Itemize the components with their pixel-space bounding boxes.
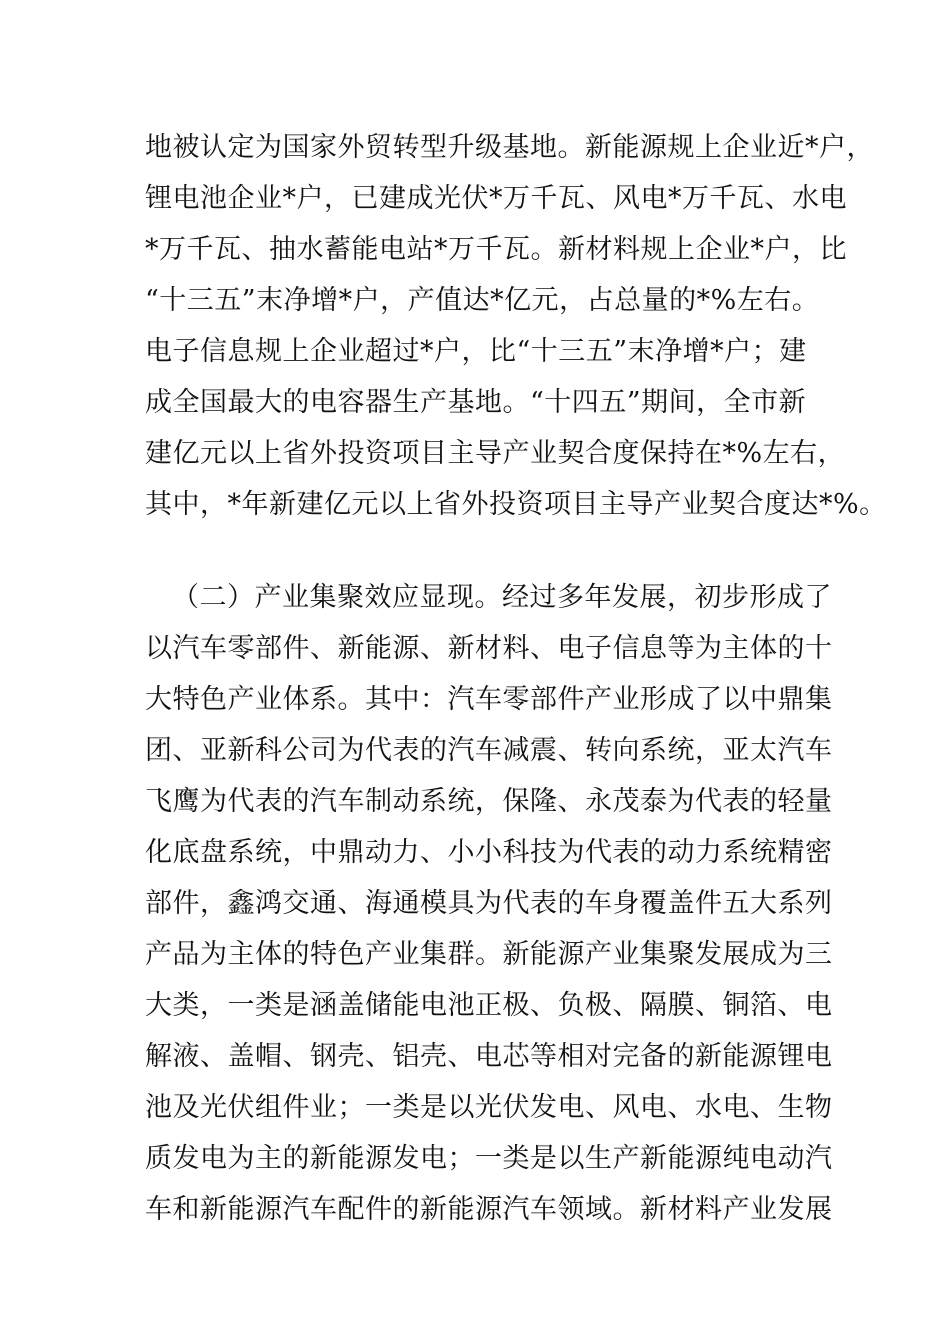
paragraph-1	[145, 122, 887, 530]
paragraph-line: 大特色产业体系。其中：汽车零部件产业形成了以中鼎集	[145, 684, 833, 715]
paragraph-line: 解液、盖帽、钢壳、铝壳、电芯等相对完备的新能源锂电	[145, 1041, 833, 1072]
paragraph-line: 池及光伏组件业；一类是以光伏发电、风电、水电、生物	[145, 1092, 833, 1123]
paragraph-line: 地被认定为国家外贸转型升级基地。新能源规上企业近*户，	[145, 132, 874, 163]
paragraph-line: 成全国最大的电容器生产基地。“十四五”期间，全市新	[145, 387, 807, 418]
paragraph-line: 其中，*年新建亿元以上省外投资项目主导产业契合度达*%。	[145, 489, 887, 520]
paragraph-2	[145, 572, 833, 1235]
paragraph-line: 车和新能源汽车配件的新能源汽车领域。新材料产业发展	[145, 1194, 833, 1225]
paragraph-line: 建亿元以上省外投资项目主导产业契合度保持在*%左右，	[145, 438, 846, 469]
paragraph-line: 产品为主体的特色产业集群。新能源产业集聚发展成为三	[145, 939, 833, 970]
paragraph-line: 以汽车零部件、新能源、新材料、电子信息等为主体的十	[145, 633, 833, 664]
paragraph-line: “十三五”末净增*户，产值达*亿元，占总量的*%左右。	[145, 285, 820, 316]
paragraph-line: 部件，鑫鸿交通、海通模具为代表的车身覆盖件五大系列	[145, 888, 833, 919]
paragraph-line: 锂电池企业*户，已建成光伏*万千瓦、风电*万千瓦、水电	[145, 183, 847, 214]
paragraph-line: 化底盘系统，中鼎动力、小小科技为代表的动力系统精密	[145, 837, 833, 868]
paragraph-line: 电子信息规上企业超过*户，比“十三五”末净增*户；建	[145, 336, 807, 367]
paragraph-line: 大类，一类是涵盖储能电池正极、负极、隔膜、铜箔、电	[145, 990, 833, 1021]
paragraph-line: （二）产业集聚效应显现。经过多年发展，初步形成了	[172, 582, 832, 613]
paragraph-line: 团、亚新科公司为代表的汽车减震、转向系统，亚太汽车	[145, 735, 833, 766]
paragraph-line: *万千瓦、抽水蓄能电站*万千瓦。新材料规上企业*户，比	[145, 234, 847, 265]
paragraph-line: 质发电为主的新能源发电；一类是以生产新能源纯电动汽	[145, 1143, 833, 1174]
paragraph-line: 飞鹰为代表的汽车制动系统，保隆、永茂泰为代表的轻量	[145, 786, 833, 817]
